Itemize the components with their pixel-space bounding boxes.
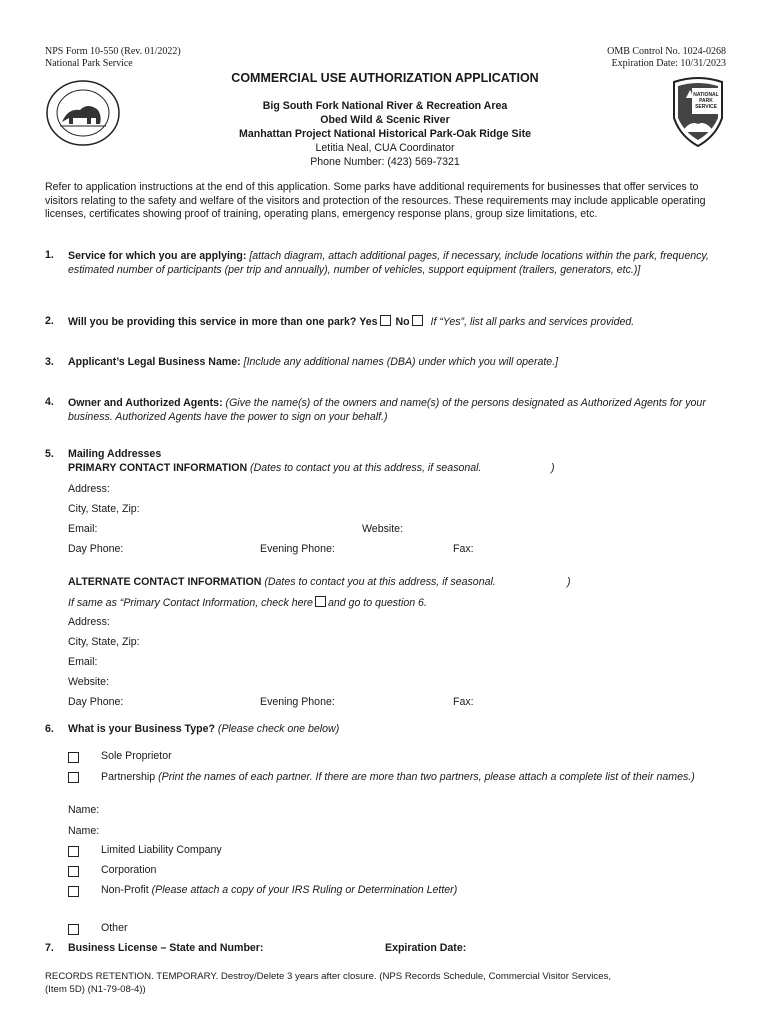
alternate-close-paren: ) xyxy=(567,576,571,588)
partnership-note: (Print the names of each partner. If there are more than two partners, please attach a complete list of their names.) xyxy=(155,771,695,783)
q1-label: Service for which you are applying: xyxy=(68,250,247,262)
q6-text xyxy=(68,723,339,735)
omb-control: OMB Control No. 1024-0268 xyxy=(607,46,726,57)
alternate-fax-label: Fax: xyxy=(453,696,474,708)
arrowhead-label: NATIONAL PARK SERVICE xyxy=(693,92,719,110)
corporation-checkbox[interactable] xyxy=(68,866,79,877)
form-title: COMMERCIAL USE AUTHORIZATION APPLICATION xyxy=(231,71,539,85)
q7-label: Business License – State and Number: xyxy=(68,942,264,954)
primary-fax-label: Fax: xyxy=(453,543,474,555)
q2-no-label: No xyxy=(395,316,410,328)
same-as-primary xyxy=(68,596,427,609)
records-retention-line-1: RECORDS RETENTION. TEMPORARY. Destroy/Delete 3 years after closure. (NPS Records Schedule, Commercial Visitor Services, xyxy=(45,971,612,982)
primary-contact-label: PRIMARY CONTACT INFORMATION xyxy=(68,462,248,474)
llc-checkbox[interactable] xyxy=(68,846,79,857)
q7-expiration-label: Expiration Date: xyxy=(385,942,467,954)
llc-label: Limited Liability Company xyxy=(101,844,222,856)
same-as-text-1: If same as “Primary Contact Information, check here xyxy=(68,597,313,609)
alternate-contact-heading xyxy=(68,576,496,588)
form-number: NPS Form 10-550 (Rev. 01/2022) xyxy=(45,46,181,57)
partner-name-1-label: Name: xyxy=(68,804,100,816)
alternate-address-label: Address: xyxy=(68,616,110,628)
q4-label: Owner and Authorized Agents: xyxy=(68,397,223,409)
same-as-primary-checkbox[interactable] xyxy=(315,596,326,607)
primary-address-label: Address: xyxy=(68,483,110,495)
q3-text xyxy=(68,356,558,368)
q4-number: 4. xyxy=(45,396,54,408)
alternate-city-label: City, State, Zip: xyxy=(68,636,140,648)
other-label: Other xyxy=(101,922,128,934)
primary-email-label: Email: xyxy=(68,523,98,535)
nonprofit-note: (Please attach a copy of your IRS Ruling or Determination Letter) xyxy=(148,884,458,896)
primary-contact-heading xyxy=(68,462,481,474)
alternate-day-phone-label: Day Phone: xyxy=(68,696,124,708)
q3-number: 3. xyxy=(45,356,54,368)
q2-note: If “Yes”, list all parks and services provided. xyxy=(430,316,635,328)
partnership-checkbox[interactable] xyxy=(68,772,79,783)
q2-number: 2. xyxy=(45,315,54,327)
primary-day-phone-label: Day Phone: xyxy=(68,543,124,555)
q4-note: (Give the name(s) of the owners and name(s) of the persons designated as Authorized Agents for your business. Authorized Agents have the power to sign on your behalf.) xyxy=(68,397,706,423)
q6-note: (Please check one below) xyxy=(214,723,340,735)
coordinator-phone: Phone Number: (423) 569-7321 xyxy=(310,156,460,168)
q3-label: Applicant’s Legal Business Name: xyxy=(68,356,241,368)
q1-note: [attach diagram, attach additional pages, if necessary, include locations within the park, frequency, estimated number of participants (per trip and annually), number of vehicles, support equipment (trailers, generators, etc.)] xyxy=(68,250,709,276)
alternate-contact-label: ALTERNATE CONTACT INFORMATION xyxy=(68,576,262,588)
q6-label: What is your Business Type? xyxy=(68,723,215,735)
partner-name-2-label: Name: xyxy=(68,825,100,837)
records-retention-line-2: (Item 5D) (N1-79-08-4)) xyxy=(45,984,146,995)
primary-contact-note: (Dates to contact you at this address, if seasonal. xyxy=(247,462,482,474)
coordinator: Letitia Neal, CUA Coordinator xyxy=(315,142,455,154)
park-name-1: Big South Fork National River & Recreation Area xyxy=(262,100,508,112)
sole-proprietor-checkbox[interactable] xyxy=(68,752,79,763)
q2-label: Will you be providing this service in more than one park? xyxy=(68,316,357,328)
q1-number: 1. xyxy=(45,249,54,261)
q2-yes-label: Yes xyxy=(359,316,378,328)
nonprofit-checkbox[interactable] xyxy=(68,886,79,897)
q6-number: 6. xyxy=(45,723,54,735)
nonprofit-text xyxy=(101,884,457,896)
partnership-label: Partnership xyxy=(101,771,156,783)
same-as-text-2: and go to question 6. xyxy=(327,597,427,609)
park-name-3: Manhattan Project National Historical Park-Oak Ridge Site xyxy=(239,128,531,140)
q5-number: 5. xyxy=(45,448,54,460)
alternate-website-label: Website: xyxy=(68,676,110,688)
expiration-date: Expiration Date: 10/31/2023 xyxy=(611,58,726,69)
primary-close-paren: ) xyxy=(551,462,555,474)
primary-city-label: City, State, Zip: xyxy=(68,503,140,515)
other-checkbox[interactable] xyxy=(68,924,79,935)
alternate-evening-phone-label: Evening Phone: xyxy=(260,696,335,708)
intro-paragraph: Refer to application instructions at the end of this application. Some parks have additional requirements for businesses that offer services to visitors relating to the safety and welfare of the visitors and protection of the resources. These requirements may include applicable operating licenses, certificates showing proof of training, operating plans, emergency response plans, group size limitations, etc. xyxy=(45,181,706,220)
alternate-email-label: Email: xyxy=(68,656,98,668)
q4-text xyxy=(68,396,718,424)
partnership-text xyxy=(101,770,711,784)
park-name-2: Obed Wild & Scenic River xyxy=(320,114,450,126)
q1-text xyxy=(68,249,718,277)
q2-yes-checkbox[interactable] xyxy=(380,315,391,326)
agency-name: National Park Service xyxy=(45,58,133,69)
alternate-contact-note: (Dates to contact you at this address, if seasonal. xyxy=(261,576,496,588)
nonprofit-label: Non-Profit xyxy=(101,884,149,896)
q2-no-checkbox[interactable] xyxy=(412,315,423,326)
corporation-label: Corporation xyxy=(101,864,157,876)
primary-website-label: Website: xyxy=(362,523,404,535)
q3-note: [Include any additional names (DBA) under which you will operate.] xyxy=(240,356,559,368)
sole-proprietor-label: Sole Proprietor xyxy=(101,750,172,762)
q2-text xyxy=(68,315,634,328)
q7-number: 7. xyxy=(45,942,54,954)
primary-evening-phone-label: Evening Phone: xyxy=(260,543,335,555)
q5-label: Mailing Addresses xyxy=(68,448,162,460)
